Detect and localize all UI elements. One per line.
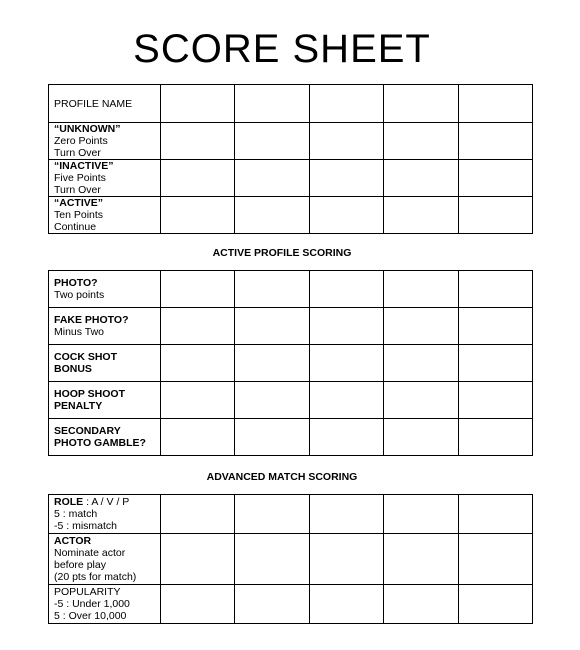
score-cell[interactable] bbox=[458, 123, 532, 160]
row-label bbox=[49, 308, 161, 345]
label-line: FAKE PHOTO? bbox=[54, 314, 129, 326]
label-line: Continue bbox=[54, 221, 97, 233]
score-cell[interactable] bbox=[235, 495, 309, 534]
score-cell[interactable] bbox=[309, 271, 383, 308]
score-cell[interactable] bbox=[235, 419, 309, 456]
active-scoring-table bbox=[48, 270, 533, 456]
label-line: Two points bbox=[54, 289, 105, 301]
label-line: Minus Two bbox=[54, 326, 104, 338]
score-cell[interactable] bbox=[309, 585, 383, 624]
label-line: “ACTIVE” bbox=[54, 197, 104, 209]
score-cell[interactable] bbox=[309, 85, 383, 123]
row-label bbox=[49, 271, 161, 308]
row-label bbox=[49, 534, 161, 585]
page-title: SCORE SHEET bbox=[133, 27, 431, 71]
label-line: POPULARITY bbox=[54, 586, 121, 598]
score-cell[interactable] bbox=[458, 197, 532, 234]
table-row bbox=[49, 123, 533, 160]
score-cell[interactable] bbox=[235, 534, 309, 585]
section-heading-active: ACTIVE PROFILE SCORING bbox=[212, 247, 352, 259]
score-cell[interactable] bbox=[458, 495, 532, 534]
label-line: Zero Points bbox=[54, 135, 108, 147]
score-cell[interactable] bbox=[309, 123, 383, 160]
score-cell[interactable] bbox=[235, 197, 309, 234]
row-label bbox=[49, 160, 161, 197]
row-label bbox=[49, 85, 161, 123]
score-cell[interactable] bbox=[384, 123, 458, 160]
score-cell[interactable] bbox=[458, 419, 532, 456]
label-line: Turn Over bbox=[54, 184, 101, 196]
table-row bbox=[49, 585, 533, 624]
score-cell[interactable] bbox=[384, 160, 458, 197]
label-line: ACTOR bbox=[54, 535, 92, 547]
label-line: -5 : Under 1,000 bbox=[54, 598, 130, 610]
label-line: “UNKNOWN” bbox=[54, 123, 121, 135]
table-row bbox=[49, 345, 533, 382]
row-label bbox=[49, 419, 161, 456]
label-line: “INACTIVE” bbox=[54, 160, 114, 172]
label-line: before play bbox=[54, 559, 106, 571]
score-cell[interactable] bbox=[161, 585, 235, 624]
row-label bbox=[49, 495, 161, 534]
score-cell[interactable] bbox=[309, 160, 383, 197]
score-cell[interactable] bbox=[161, 160, 235, 197]
label-line: PROFILE NAME bbox=[54, 97, 133, 110]
score-cell[interactable] bbox=[384, 585, 458, 624]
table-row bbox=[49, 85, 533, 123]
score-cell[interactable] bbox=[384, 495, 458, 534]
score-cell[interactable] bbox=[458, 345, 532, 382]
score-cell[interactable] bbox=[161, 534, 235, 585]
label-line: 5 : match bbox=[54, 508, 98, 520]
score-cell[interactable] bbox=[309, 419, 383, 456]
row-label bbox=[49, 123, 161, 160]
label-line: -5 : mismatch bbox=[54, 520, 118, 532]
score-cell[interactable] bbox=[309, 345, 383, 382]
score-cell[interactable] bbox=[458, 585, 532, 624]
label-line: PHOTO GAMBLE? bbox=[54, 437, 146, 449]
score-cell[interactable] bbox=[161, 123, 235, 160]
score-cell[interactable] bbox=[235, 123, 309, 160]
score-cell[interactable] bbox=[235, 308, 309, 345]
label-line: HOOP SHOOT bbox=[54, 388, 125, 400]
score-cell[interactable] bbox=[458, 85, 532, 123]
score-cell[interactable] bbox=[384, 85, 458, 123]
label-line: Turn Over bbox=[54, 147, 101, 159]
label-line: (20 pts for match) bbox=[54, 571, 137, 583]
table-row bbox=[49, 197, 533, 234]
score-cell[interactable] bbox=[458, 382, 532, 419]
score-cell[interactable] bbox=[309, 382, 383, 419]
score-cell[interactable] bbox=[458, 160, 532, 197]
table-row bbox=[49, 419, 533, 456]
label-line: Ten Points bbox=[54, 209, 104, 221]
score-cell[interactable] bbox=[458, 308, 532, 345]
score-cell[interactable] bbox=[161, 308, 235, 345]
score-cell[interactable] bbox=[384, 271, 458, 308]
score-cell[interactable] bbox=[161, 419, 235, 456]
table-row bbox=[49, 271, 533, 308]
score-cell[interactable] bbox=[235, 271, 309, 308]
row-label bbox=[49, 585, 161, 624]
score-cell[interactable] bbox=[309, 534, 383, 585]
label-line: PHOTO? bbox=[54, 277, 98, 289]
label-line: BONUS bbox=[54, 363, 92, 375]
table-row bbox=[49, 160, 533, 197]
score-cell[interactable] bbox=[161, 345, 235, 382]
label-line: ROLE : A / V / P bbox=[54, 496, 130, 508]
score-cell[interactable] bbox=[384, 345, 458, 382]
score-cell[interactable] bbox=[235, 382, 309, 419]
score-cell[interactable] bbox=[235, 160, 309, 197]
table-row bbox=[49, 308, 533, 345]
advanced-scoring-table bbox=[48, 494, 533, 624]
score-cell[interactable] bbox=[309, 197, 383, 234]
score-cell[interactable] bbox=[161, 85, 235, 123]
score-cell[interactable] bbox=[309, 308, 383, 345]
score-cell[interactable] bbox=[161, 382, 235, 419]
score-cell[interactable] bbox=[235, 585, 309, 624]
score-cell[interactable] bbox=[161, 271, 235, 308]
score-cell[interactable] bbox=[235, 345, 309, 382]
label-line: PENALTY bbox=[54, 400, 103, 412]
label-line: Five Points bbox=[54, 172, 106, 184]
row-label bbox=[49, 197, 161, 234]
score-cell[interactable] bbox=[458, 271, 532, 308]
label-line: Nominate actor bbox=[54, 547, 126, 559]
score-cell[interactable] bbox=[458, 534, 532, 585]
score-cell[interactable] bbox=[235, 85, 309, 123]
table-row bbox=[49, 495, 533, 534]
score-cell[interactable] bbox=[161, 197, 235, 234]
label-line: 5 : Over 10,000 bbox=[54, 610, 127, 622]
score-cell[interactable] bbox=[384, 419, 458, 456]
profile-table bbox=[48, 84, 533, 234]
row-label bbox=[49, 345, 161, 382]
score-cell[interactable] bbox=[384, 534, 458, 585]
score-cell[interactable] bbox=[384, 197, 458, 234]
label-line: SECONDARY bbox=[54, 425, 121, 437]
table-row bbox=[49, 534, 533, 585]
score-cell[interactable] bbox=[309, 495, 383, 534]
section-heading-advanced: ADVANCED MATCH SCORING bbox=[206, 471, 358, 483]
score-cell[interactable] bbox=[161, 495, 235, 534]
table-row bbox=[49, 382, 533, 419]
score-cell[interactable] bbox=[384, 382, 458, 419]
row-label bbox=[49, 382, 161, 419]
score-cell[interactable] bbox=[384, 308, 458, 345]
label-line: COCK SHOT bbox=[54, 351, 117, 363]
